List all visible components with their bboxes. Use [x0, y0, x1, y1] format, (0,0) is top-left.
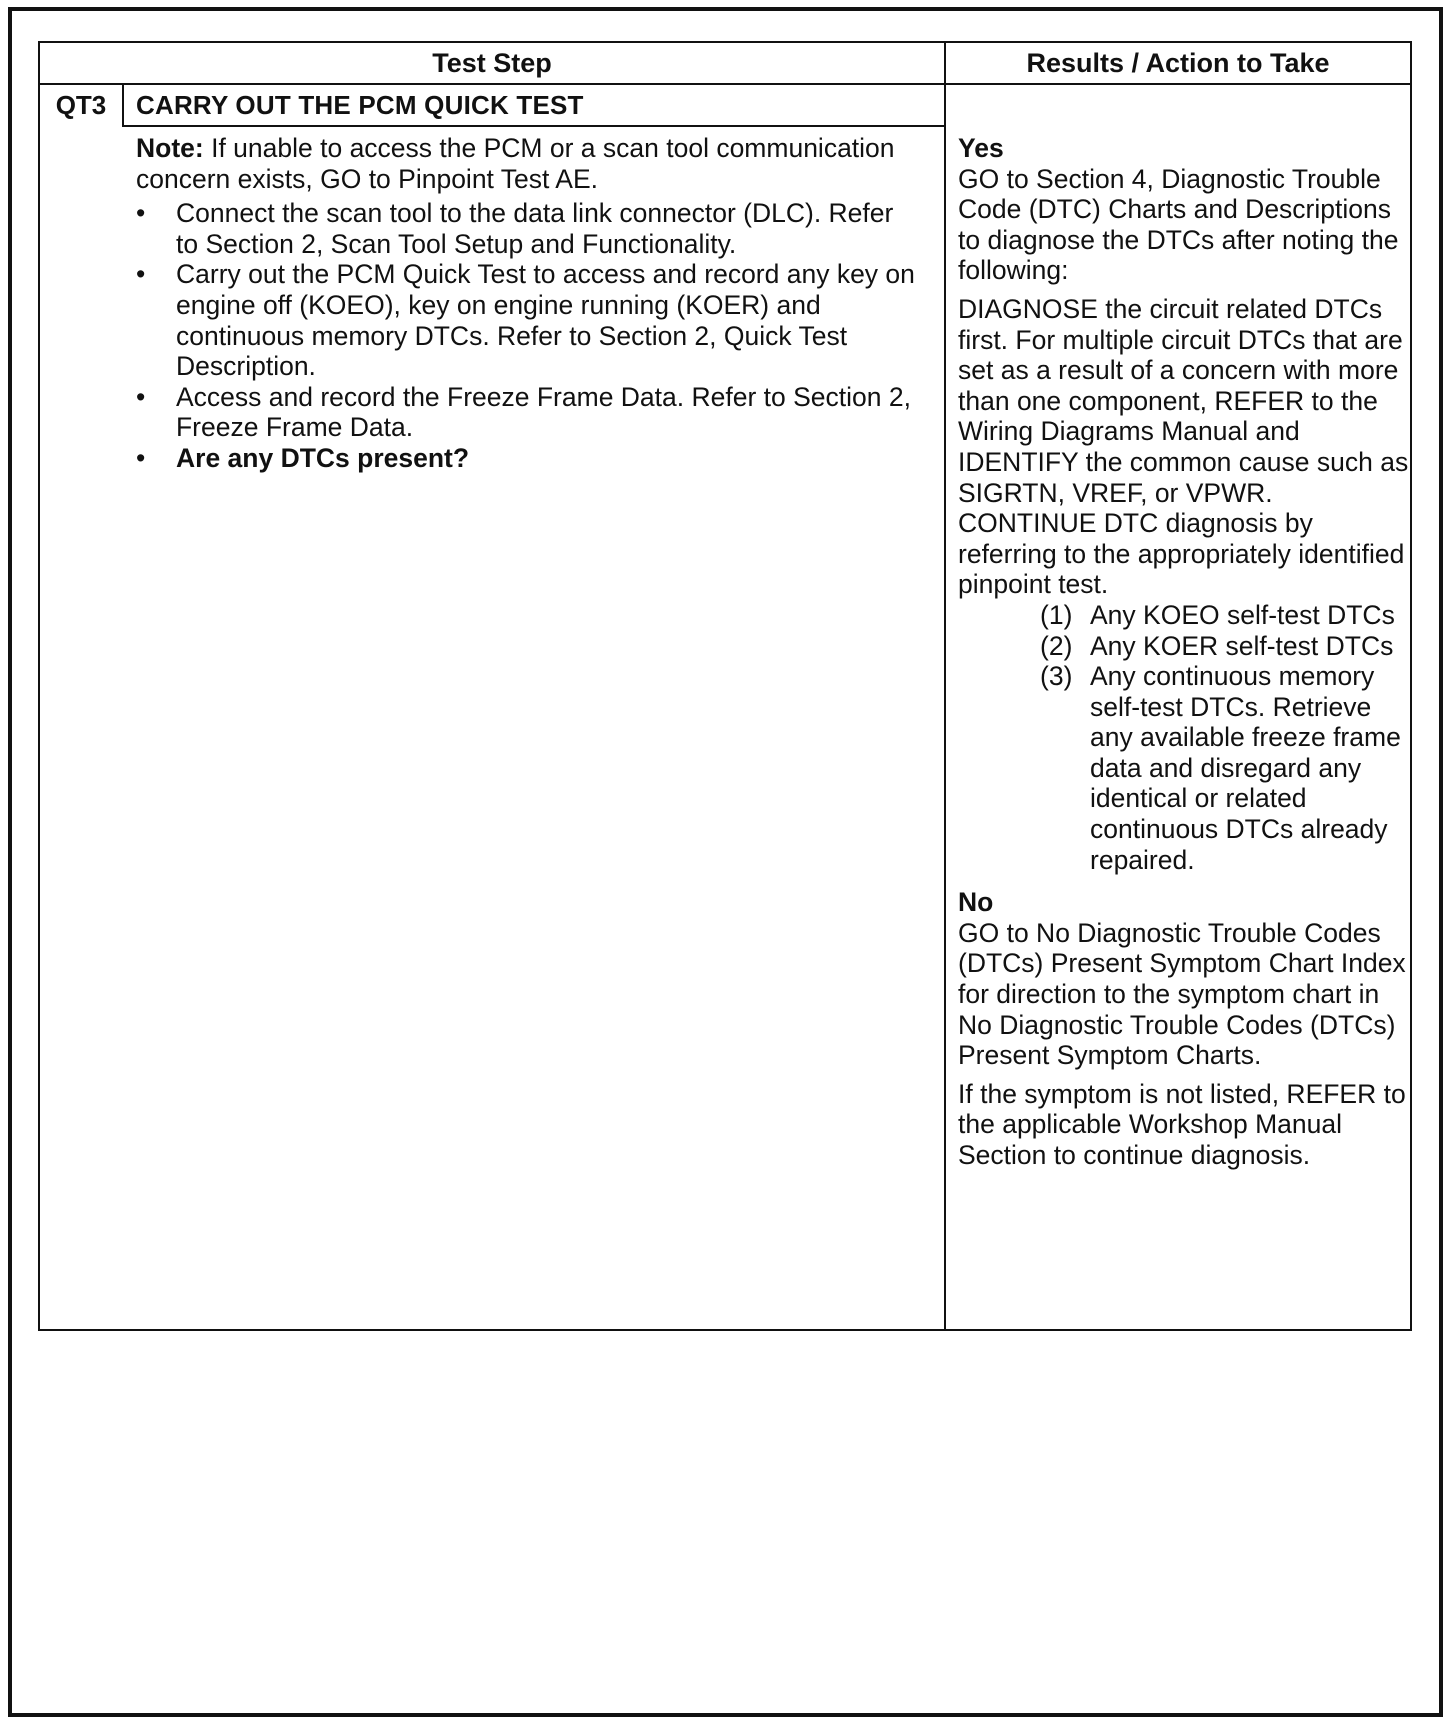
list-item-text: Connect the scan tool to the data link connector (DLC). Refer to Section 2, Scan Tool Setup and Functionality.: [176, 198, 894, 259]
item-number: (3): [1040, 661, 1073, 692]
question-text: Are any DTCs present?: [176, 442, 470, 473]
header-test-step: Test Step: [432, 48, 552, 78]
list-item: [136, 382, 916, 443]
list-item-text: Carry out the PCM Quick Test to access and record any key on engine off (KOEO), key on engine running (KOER) and continuous memory DTCs. Refer to Section 2, Quick Test Description.: [176, 259, 915, 382]
list-item: [958, 661, 1410, 875]
list-item: [136, 198, 916, 259]
list-item-text: Access and record the Freeze Frame Data. Refer to Section 2, Freeze Frame Data.: [176, 381, 911, 443]
note-label: Note:: [136, 133, 204, 163]
item-text: Any KOER self-test DTCs: [1090, 630, 1394, 661]
yes-detail: DIAGNOSE the circuit related DTCs first. For multiple circuit DTCs that are set as a result of a concern with more than one component, REFER to the Wiring Diagrams Manual and IDENTIFY the common cause such as SIGRTN, VREF, or VPWR. CONTINUE DTC diagnosis by referring to the appropriately identified pinpoint test.: [958, 293, 1409, 600]
results-body: [958, 133, 1410, 1179]
item-text: Any continuous memory self-test DTCs. Retrieve any available freeze frame data and disregard any identical or related continuous DTCs already repaired.: [1090, 661, 1401, 875]
step-id: QT3: [55, 90, 107, 120]
test-step-body: [136, 133, 916, 474]
test-step-list: [136, 198, 916, 473]
bullet-icon: •: [136, 381, 146, 412]
item-number: (2): [1040, 630, 1073, 661]
yes-text: GO to Section 4, Diagnostic Trouble Code (DTC) Charts and Descriptions to diagnose the DTCs after noting the following:: [958, 163, 1399, 286]
bullet-icon: •: [136, 198, 146, 229]
step-id-divider: [122, 83, 124, 125]
list-item: [136, 259, 916, 381]
bullet-icon: •: [136, 442, 146, 473]
no-detail: If the symptom is not listed, REFER to the applicable Workshop Manual Section to continue diagnosis.: [958, 1078, 1406, 1170]
yes-numbered-list: [958, 600, 1410, 875]
note-text: If unable to access the PCM or a scan tool communication concern exists, GO to Pinpoint Test AE.: [136, 133, 895, 194]
step-title: CARRY OUT THE PCM QUICK TEST: [136, 90, 584, 120]
test-step-table: [38, 41, 1412, 1331]
item-number: (1): [1040, 599, 1073, 630]
step-title-divider: [122, 125, 944, 127]
no-label: No: [958, 887, 994, 918]
list-item: [958, 600, 1410, 631]
yes-label: Yes: [958, 133, 1004, 163]
no-text: GO to No Diagnostic Trouble Codes (DTCs) Present Symptom Chart Index for direction to the symptom chart in No Diagnostic Trouble Codes (DTCs) Present Symptom Charts.: [958, 917, 1406, 1071]
header-results-action: Results / Action to Take: [1026, 48, 1330, 78]
item-text: Any KOEO self-test DTCs: [1090, 599, 1395, 630]
list-item: [958, 631, 1410, 662]
bullet-icon: •: [136, 259, 146, 290]
note-paragraph: [136, 133, 916, 194]
list-item: [136, 443, 916, 474]
column-divider: [944, 43, 946, 1329]
